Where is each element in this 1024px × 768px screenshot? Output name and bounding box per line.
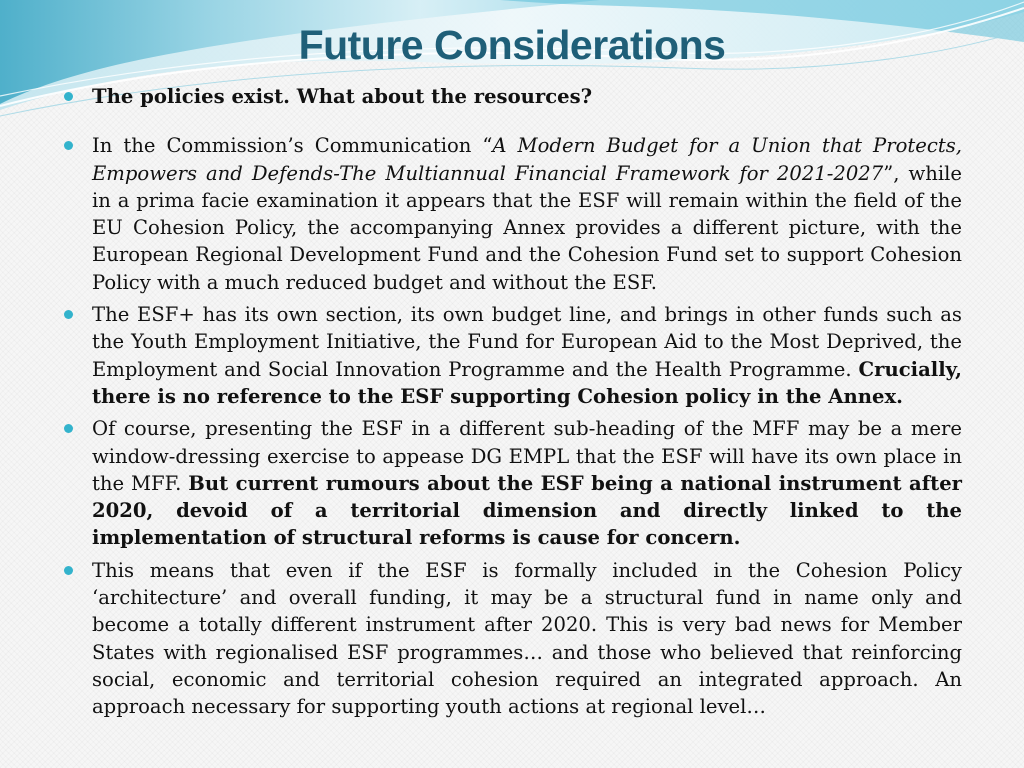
bullet-text-run: ”, while in a prima facie examination it appears that the ESF will remain within the field of the EU Cohesion Policy, the accompanying Annex provides a different picture, with the European Regional Development Fund and the Cohesion Fund set to support Cohesion Policy with a much reduced budget and without the ESF. — [92, 161, 962, 294]
bullet-list — [64, 83, 962, 726]
bullet-text-run: But current rumours about the ESF being a national instrument after 2020, devoid of a territorial dimension and directly linked to the implementation of structural reforms is cause for concern. — [92, 471, 962, 550]
bullet-text-run: Crucially, there is no reference to the ESF supporting Cohesion policy in the Annex. — [92, 357, 962, 408]
bullet-text-run: In the Commission’s Communication “ — [92, 134, 493, 158]
bullet-item — [64, 557, 962, 721]
bullet-item — [64, 301, 962, 410]
bullet-text-run: The policies exist. What about the resources? — [92, 85, 593, 108]
bullet-text-run: Of course, presenting the ESF in a different sub-heading of the MFF may be a mere window-dressing exercise to appease DG EMPL that the ESF will have its own place in the MFF. — [92, 417, 962, 495]
bullet-text-run: This means that even if the ESF is formally included in the Cohesion Policy ‘architecture’ and overall funding, it may be a structural fund in name only and become a totally different instrument after 2020. This is very bad news for Member States with regionalised ESF programmes… and those who believed that reinforcing social, economic and territorial cohesion required an integrated approach. An approach necessary for supporting youth actions at regional level… — [92, 558, 962, 719]
bullet-item — [64, 132, 962, 296]
bullet-item — [64, 415, 962, 551]
bullet-text-run: A Modern Budget for a Union that Protects, Empowers and Defends-The Multiannual Financial Framework for 2021-2027 — [92, 134, 962, 185]
bullet-item — [64, 83, 962, 110]
bullet-text-run: The ESF+ has its own section, its own budget line, and brings in other funds such as the Youth Employment Initiative, the Fund for European Aid to the Most Deprived, the Employment and Social Innovation Programme and the Health Programme. — [92, 303, 962, 381]
page-title: Future Considerations — [298, 22, 726, 68]
